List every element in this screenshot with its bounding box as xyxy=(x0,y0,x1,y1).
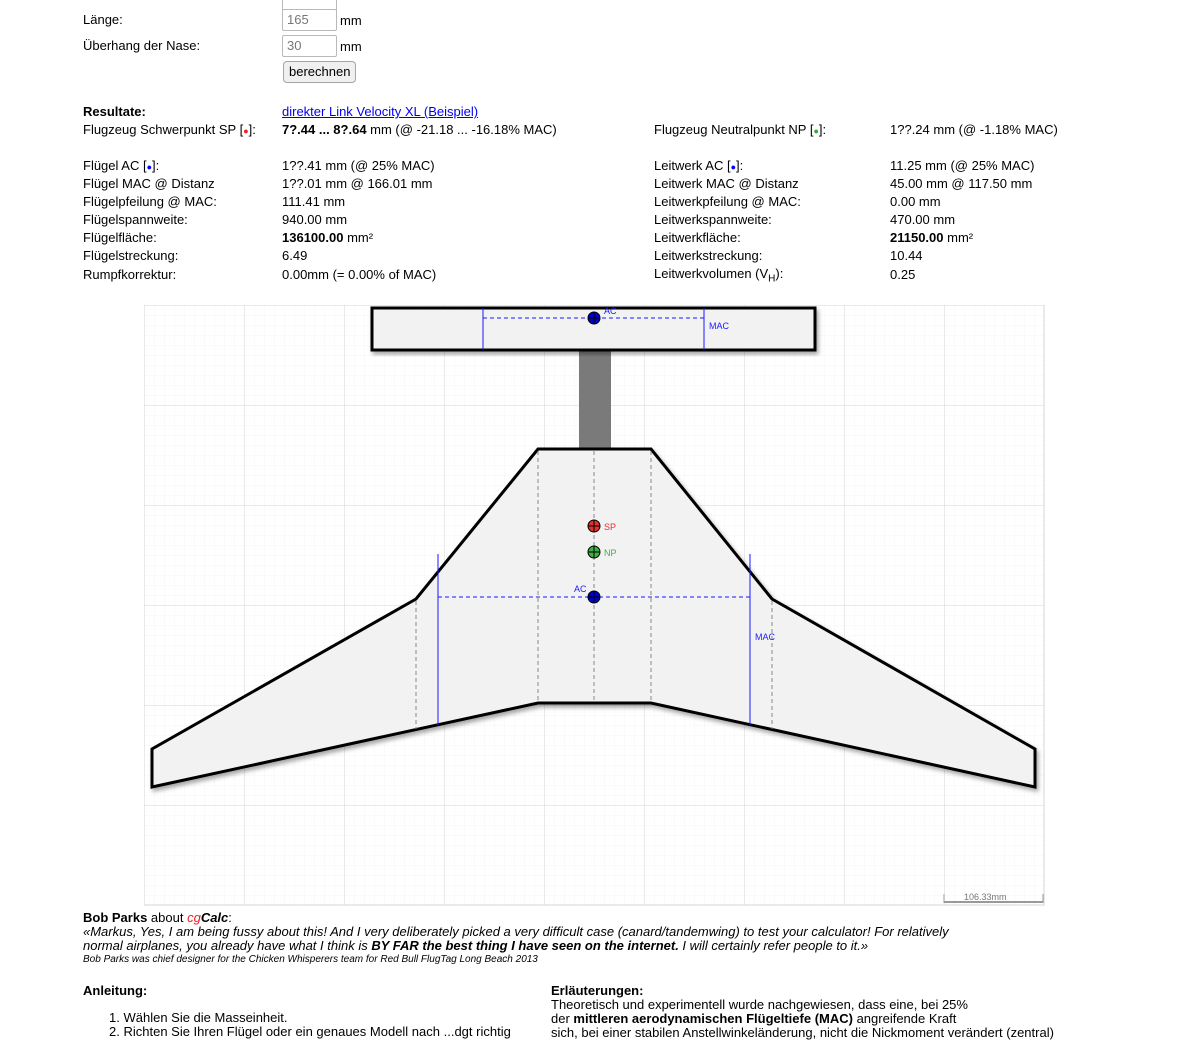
wing-mac-value: 1??.01 mm @ 166.01 mm xyxy=(282,176,433,191)
np-value: 1??.24 mm (@ -1.18% MAC) xyxy=(890,122,1058,137)
tail-sweep-label: Leitwerkpfeilung @ MAC: xyxy=(654,194,801,209)
fuselage-boom xyxy=(579,349,611,449)
sp-marker-label: SP xyxy=(604,522,617,532)
instructions-header: Anleitung: xyxy=(83,983,148,998)
testimonial-quote-line1: «Markus, Yes, I am being fussy about this! And I very deliberately picked a very difficult case (canard/tandemwing) to test your calculator! For relatively xyxy=(83,924,949,939)
testimonial-about: about xyxy=(147,910,188,925)
tail-ac-dot-icon: ● xyxy=(730,162,737,172)
tail-ac-marker-label: AC xyxy=(604,306,617,316)
tail-volume-value: 0.25 xyxy=(890,267,916,282)
np-label xyxy=(654,122,826,137)
tail-area-label: Leitwerkfläche: xyxy=(654,230,741,245)
np-label-pre: Flugzeug Neutralpunkt NP [ xyxy=(654,122,814,137)
explanations-header: Erläuterungen: xyxy=(551,983,644,998)
tail-volume-label-post: ): xyxy=(775,266,784,281)
calculate-button[interactable]: berechnen xyxy=(283,61,356,83)
wing-mac-marker-label: MAC xyxy=(755,632,775,642)
tail-area-unit: mm² xyxy=(943,230,974,245)
explanations-mac-term: mittleren aerodynamischen Flügeltiefe (MAC) xyxy=(573,1011,853,1026)
results-header: Resultate: xyxy=(83,104,146,119)
np-dot-icon: ● xyxy=(813,126,819,136)
app-name-prefix: cg xyxy=(187,910,201,925)
np-marker-label: NP xyxy=(604,548,617,558)
testimonial-footnote: Bob Parks was chief designer for the Chicken Whisperers team for Red Bull FlugTag Long Beach 2013 xyxy=(83,954,538,965)
wing-ac-dot-icon: ● xyxy=(146,162,153,172)
fuselage-correction-value: 0.00mm (= 0.00% of MAC) xyxy=(282,267,437,282)
tail-volume-label xyxy=(654,266,783,285)
np-marker xyxy=(588,546,600,558)
explanations-line2 xyxy=(551,1011,956,1026)
testimonial-colon: : xyxy=(228,910,232,925)
nose-overhang-unit: mm xyxy=(340,39,362,54)
nose-overhang-label: Überhang der Nase: xyxy=(83,38,201,53)
sp-label-pre: Flugzeug Schwerpunkt SP [ xyxy=(83,122,244,137)
testimonial-quote-emphasis: BY FAR the best thing I have seen on the internet. xyxy=(371,938,679,953)
tail-volume-label-pre: Leitwerkvolumen (V xyxy=(654,266,769,281)
planform-diagram xyxy=(144,305,1045,906)
wing-ac-marker-label: AC xyxy=(574,584,587,594)
sp-value-range: 7?.44 ... 8?.64 xyxy=(282,122,367,137)
wing-ac-label-pre: Flügel AC [ xyxy=(83,158,147,173)
testimonial-quote-line2a: normal airplanes, you already have what I think is xyxy=(83,938,372,953)
instructions-item-2: 2. Richten Sie Ihren Flügel oder ein genaues Modell nach ...dgt richtig xyxy=(109,1024,511,1039)
sp-label xyxy=(83,122,256,137)
sp-marker xyxy=(588,520,600,532)
length-input[interactable]: 165 xyxy=(282,9,337,31)
wing-area-number: 136100.00 xyxy=(282,230,344,245)
wing-aspect-label: Flügelstreckung: xyxy=(83,248,179,263)
explanations-line1: Theoretisch und experimentell wurde nachgewiesen, dass eine, bei 25% xyxy=(551,997,968,1012)
tail-aspect-label: Leitwerkstreckung: xyxy=(654,248,763,263)
tail-mac-value: 45.00 mm @ 117.50 mm xyxy=(890,176,1033,191)
tail-ac-marker xyxy=(588,312,600,324)
wing-area-label: Flügelfläche: xyxy=(83,230,157,245)
example-link[interactable]: direkter Link Velocity XL (Beispiel) xyxy=(282,104,479,119)
tail-mac-marker-label: MAC xyxy=(709,321,729,331)
length-unit: mm xyxy=(340,13,362,28)
wing-sweep-value: 111.41 mm xyxy=(282,194,346,209)
wing-sweep-label: Flügelpfeilung @ MAC: xyxy=(83,194,217,209)
instructions-item-1: 1. Wählen Sie die Masseinheit. xyxy=(109,1010,288,1025)
nose-overhang-input[interactable]: 30 xyxy=(282,35,337,57)
wing-ac-label xyxy=(83,158,159,173)
instructions-item-2-text: Richten Sie Ihren Flügel oder ein genaues Modell nach ...dgt richtig xyxy=(123,1024,511,1039)
testimonial-author: Bob Parks xyxy=(83,910,148,925)
scale-bar-label: 106.33mm xyxy=(964,892,1007,902)
explanations-line3: sich, bei einer stabilen Anstellwinkeländerung, nicht die Nickmoment verändert (zentral) xyxy=(551,1025,1054,1040)
app-name-suffix: Calc xyxy=(200,910,229,925)
sp-value xyxy=(282,122,557,137)
wing-area-value xyxy=(282,230,373,245)
tail-volume-label-sub: H xyxy=(768,273,776,285)
tail-ac-label xyxy=(654,158,743,173)
tail-area-value xyxy=(890,230,973,245)
explanations-line2a: der xyxy=(551,1011,574,1026)
tail-mac-label: Leitwerk MAC @ Distanz xyxy=(654,176,799,191)
fuselage-correction-label: Rumpfkorrektur: xyxy=(83,267,177,282)
sp-value-rest: mm (@ -21.18 ... -16.18% MAC) xyxy=(366,122,557,137)
testimonial-header xyxy=(83,910,232,925)
tail-aspect-value: 10.44 xyxy=(890,248,923,263)
testimonial-quote-line2 xyxy=(83,938,868,953)
wing-span-label: Flügelspannweite: xyxy=(83,212,188,227)
wing-ac-value: 1??.41 mm (@ 25% MAC) xyxy=(282,158,435,173)
wing-span-value: 940.00 mm xyxy=(282,212,348,227)
np-label-post: ]: xyxy=(818,122,827,137)
wing-mac-label: Flügel MAC @ Distanz xyxy=(83,176,215,191)
tail-area-number: 21150.00 xyxy=(890,230,944,245)
explanations-line2c: angreifende Kraft xyxy=(852,1011,957,1026)
testimonial-quote-line2c: I will certainly refer people to it.» xyxy=(678,938,869,953)
wing-ac-label-post: ]: xyxy=(152,158,160,173)
length-label: Länge: xyxy=(83,12,123,27)
wing-aspect-value: 6.49 xyxy=(282,248,308,263)
sp-dot-icon: ● xyxy=(243,126,249,136)
tail-sweep-value: 0.00 mm xyxy=(890,194,941,209)
wing-area-unit: mm² xyxy=(343,230,374,245)
tail-ac-label-pre: Leitwerk AC [ xyxy=(654,158,731,173)
tail-span-value: 470.00 mm xyxy=(890,212,956,227)
sp-label-post: ]: xyxy=(248,122,256,137)
tail-span-label: Leitwerkspannweite: xyxy=(654,212,772,227)
wing-ac-marker xyxy=(588,591,600,603)
instructions-item-1-text: Wählen Sie die Masseinheit. xyxy=(123,1010,288,1025)
tail-ac-label-post: ]: xyxy=(736,158,744,173)
tail-ac-value: 11.25 mm (@ 25% MAC) xyxy=(890,158,1035,173)
